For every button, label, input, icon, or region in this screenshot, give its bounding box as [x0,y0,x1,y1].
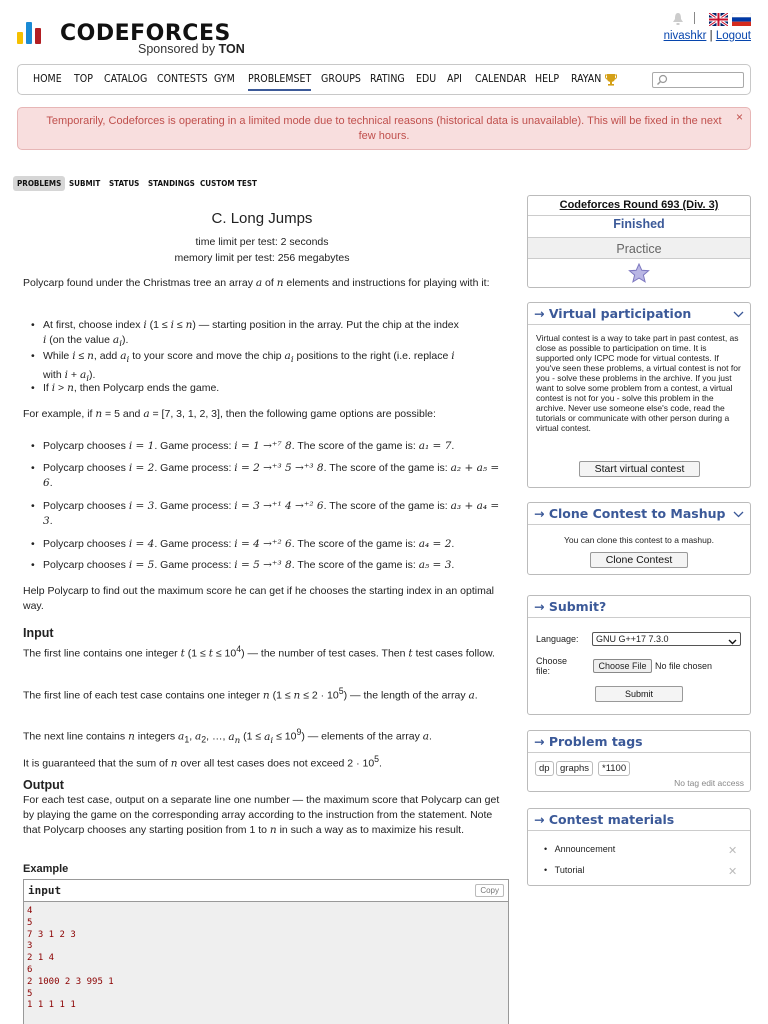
chevron-down-icon [728,636,737,648]
time-limit: time limit per test: 2 seconds [195,236,329,248]
sponsor-line: Sponsored by TON [138,42,245,56]
rule-1: • At first, choose index i (1 ≤ i ≤ n) — starting position in the array. Put the chip at the index i (on the value $a_i$). [43,318,505,352]
contest-name[interactable]: Codeforces Round 693 (Div. 3) [559,199,719,211]
example-line: 2 1000 2 3 995 1 [27,976,114,987]
input-line-3: The next line contains n integers $a_1$, $a_2$, …, $a_n$ $(1 \le a_i \le 10^9)$ — elements of the array a. [23,727,432,746]
example-line: 5 [27,988,33,999]
start-virtual-contest-button[interactable]: Start virtual contest [579,461,700,477]
submit-button[interactable]: Submit [595,686,683,702]
contest-materials-box [527,808,751,886]
nav-edu[interactable]: EDU [416,73,437,85]
input-line-1: The first line contains one integer t $(1 \le t \le 10^4)$ — the number of test cases. Then t test cases follow. [23,644,495,660]
virtual-participation-box [527,302,751,488]
nav-gym[interactable]: GYM [214,73,235,85]
game-option-3: • Polycarp chooses i = 3. Game process: i = 3 →⁺¹ 4 →⁺² 6. The score of the game is: a₃ + a₄ = 3. [43,499,505,529]
nav-help[interactable]: HELP [535,73,560,85]
nav-api[interactable]: API [447,73,462,85]
clone-contest-text: You can clone this contest to a mashup. [564,535,714,545]
russian-flag-icon[interactable] [732,13,751,26]
game-option-2: • Polycarp chooses i = 2. Game process: i = 2 →⁺³ 5 →⁺³ 8. The score of the game is: a₂ + a₅ = 6. [43,461,505,491]
choose-file-label: Choose file: [536,656,568,676]
submit-title: → Submit? [534,599,607,614]
nav-catalog[interactable]: CATALOG [104,73,148,85]
example-line: 6 [27,964,33,975]
logo-icon[interactable] [17,18,57,44]
problem-tags-box [527,730,751,792]
help-text: Help Polycarp to find out the maximum score he can get if he chooses the starting index in an optimal way. [23,585,495,612]
input-line-4: It is guaranteed that the sum of n over all test cases does not exceed $2 \cdot 10^5$. [23,754,382,770]
virtual-participation-text: Virtual contest is a way to take part in past contest, as close as possible to participation on time. It is supported only ICPC mode for virtual contests. If you've seen these problems, a virtual contest is not for you - solve these problems in the archive. If you just want to solve some problem from a contest, a virtual contest is not for you - solve this problem in the archive. Never use someone else's code, read the tutorials or communicate with other person during a virtual contest. [536,333,741,433]
header-divider [694,12,695,24]
material-tutorial[interactable]: • Tutorial [544,865,585,875]
virtual-participation-title: → Virtual participation [534,306,692,321]
game-option-4: • Polycarp chooses i = 4. Game process: i = 4 →⁺² 6. The score of the game is: a₄ = 2. [43,537,505,552]
rule-2: • While i ≤ n, add $a_i$ to your score and move the chip $a_i$ positions to the right (i.e. replace i with $i + a_i$). [43,349,505,387]
logout-link[interactable]: Logout [715,30,751,42]
favorite-star-icon[interactable] [628,263,650,286]
nav-rayan[interactable]: RAYAN [571,73,602,85]
practice-button[interactable]: Practice [528,237,750,259]
submit-box [527,595,751,715]
nav-top[interactable]: TOP [74,73,93,85]
subtab-submit[interactable]: SUBMIT [69,179,101,188]
example-intro: For example, if n = 5 and a = [7, 3, 1, 2, 3], then the following game options are possible: [23,408,436,420]
username-link[interactable]: nivashkr [663,30,707,42]
material-announcement[interactable]: • Announcement [544,844,616,854]
tag-graphs[interactable]: graphs [556,761,593,776]
search-input[interactable] [652,72,744,88]
rule-3: • If i > n, then Polycarp ends the game. [43,381,505,396]
close-icon[interactable]: ✕ [728,866,738,878]
example-title: Example [23,863,69,875]
subtab-custom-test[interactable]: CUSTOM TEST [200,179,257,188]
user-links: nivashkr | Logout [663,30,751,42]
chevron-down-icon[interactable] [733,309,744,321]
nav-groups[interactable]: GROUPS [321,73,361,85]
memory-limit: memory limit per test: 256 megabytes [174,252,350,264]
tag-edit-note: No tag edit access [674,778,744,788]
example-input-header [24,880,508,902]
contest-status: Finished [613,217,665,231]
tag-dp[interactable]: dp [535,761,554,776]
limited-mode-alert [17,107,751,150]
trophy-icon [605,73,617,86]
copy-button[interactable]: Copy [475,884,504,897]
example-input-content [24,902,508,1024]
problem-title: C. Long Jumps [211,210,313,227]
example-input-label: input [28,884,62,897]
alert-text: Temporarily, Codeforces is operating in a limited mode due to technical reasons (historical data is unavailable). This will be fixed in the next few hours. [46,115,722,142]
output-title: Output [23,778,64,792]
example-line: 7 3 1 2 3 [27,929,76,940]
nav-problemset[interactable]: PROBLEMSET [248,67,311,91]
example-line: 3 [27,941,33,952]
logo-text[interactable]: CODEFORCES [60,21,231,46]
clone-contest-box [527,502,751,575]
nav-rating[interactable]: RATING [370,73,405,85]
example-line: 4 [27,906,33,916]
choose-file-button[interactable]: Choose File [593,659,652,673]
input-line-2: The first line of each test case contains one integer n $(1 \le n \le 2 \cdot 10^5)$ — the length of the array a. [23,686,478,702]
clone-contest-button[interactable]: Clone Contest [590,552,688,568]
example-line: 5 [27,917,33,928]
english-flag-icon[interactable] [709,13,728,26]
subtab-status[interactable]: STATUS [109,179,140,188]
contest-materials-title: → Contest materials [534,812,675,827]
close-icon[interactable]: ✕ [728,845,738,857]
game-option-5: • Polycarp chooses i = 5. Game process: i = 5 →⁺³ 8. The score of the game is: a₅ = 3. [43,558,505,573]
subtab-problems[interactable]: PROBLEMS [13,176,65,191]
notification-bell-icon[interactable] [672,12,684,26]
clone-contest-title: → Clone Contest to Mashup [534,506,726,521]
problem-intro: Polycarp found under the Christmas tree an array a of n elements and instructions for playing with it: [23,277,490,289]
nav-contests[interactable]: CONTESTS [157,73,208,85]
nav-calendar[interactable]: CALENDAR [475,73,527,85]
example-line: 2 1 4 [27,953,55,964]
game-option-1: • Polycarp chooses i = 1. Game process: i = 1 →⁺⁷ 8. The score of the game is: a₁ = 7. [43,439,505,454]
tag-rating[interactable]: *1100 [598,761,630,776]
search-icon [656,74,668,89]
language-select[interactable]: GNU G++17 7.3.0 [592,632,741,646]
example-input-box [23,879,509,1024]
example-line: 1 1 1 1 1 [27,1000,76,1011]
language-label: Language: [536,634,579,644]
contest-box [527,195,751,288]
main-nav [17,64,751,95]
file-status: No file chosen [655,661,713,671]
output-text: For each test case, output on a separate line one number — the maximum score that Polycarp can get by playing the game on the corresponding array according to the instruction from the statement. Note that Polycarp chooses any starting position from 1 to n in such a way as to maximize his result. [23,794,500,836]
subtab-standings[interactable]: STANDINGS [148,179,195,188]
problem-tags-title: → Problem tags [534,734,643,749]
chevron-down-icon[interactable] [733,509,744,521]
input-title: Input [23,626,54,640]
alert-close-icon[interactable]: × [736,110,744,124]
nav-home[interactable]: HOME [33,73,62,85]
